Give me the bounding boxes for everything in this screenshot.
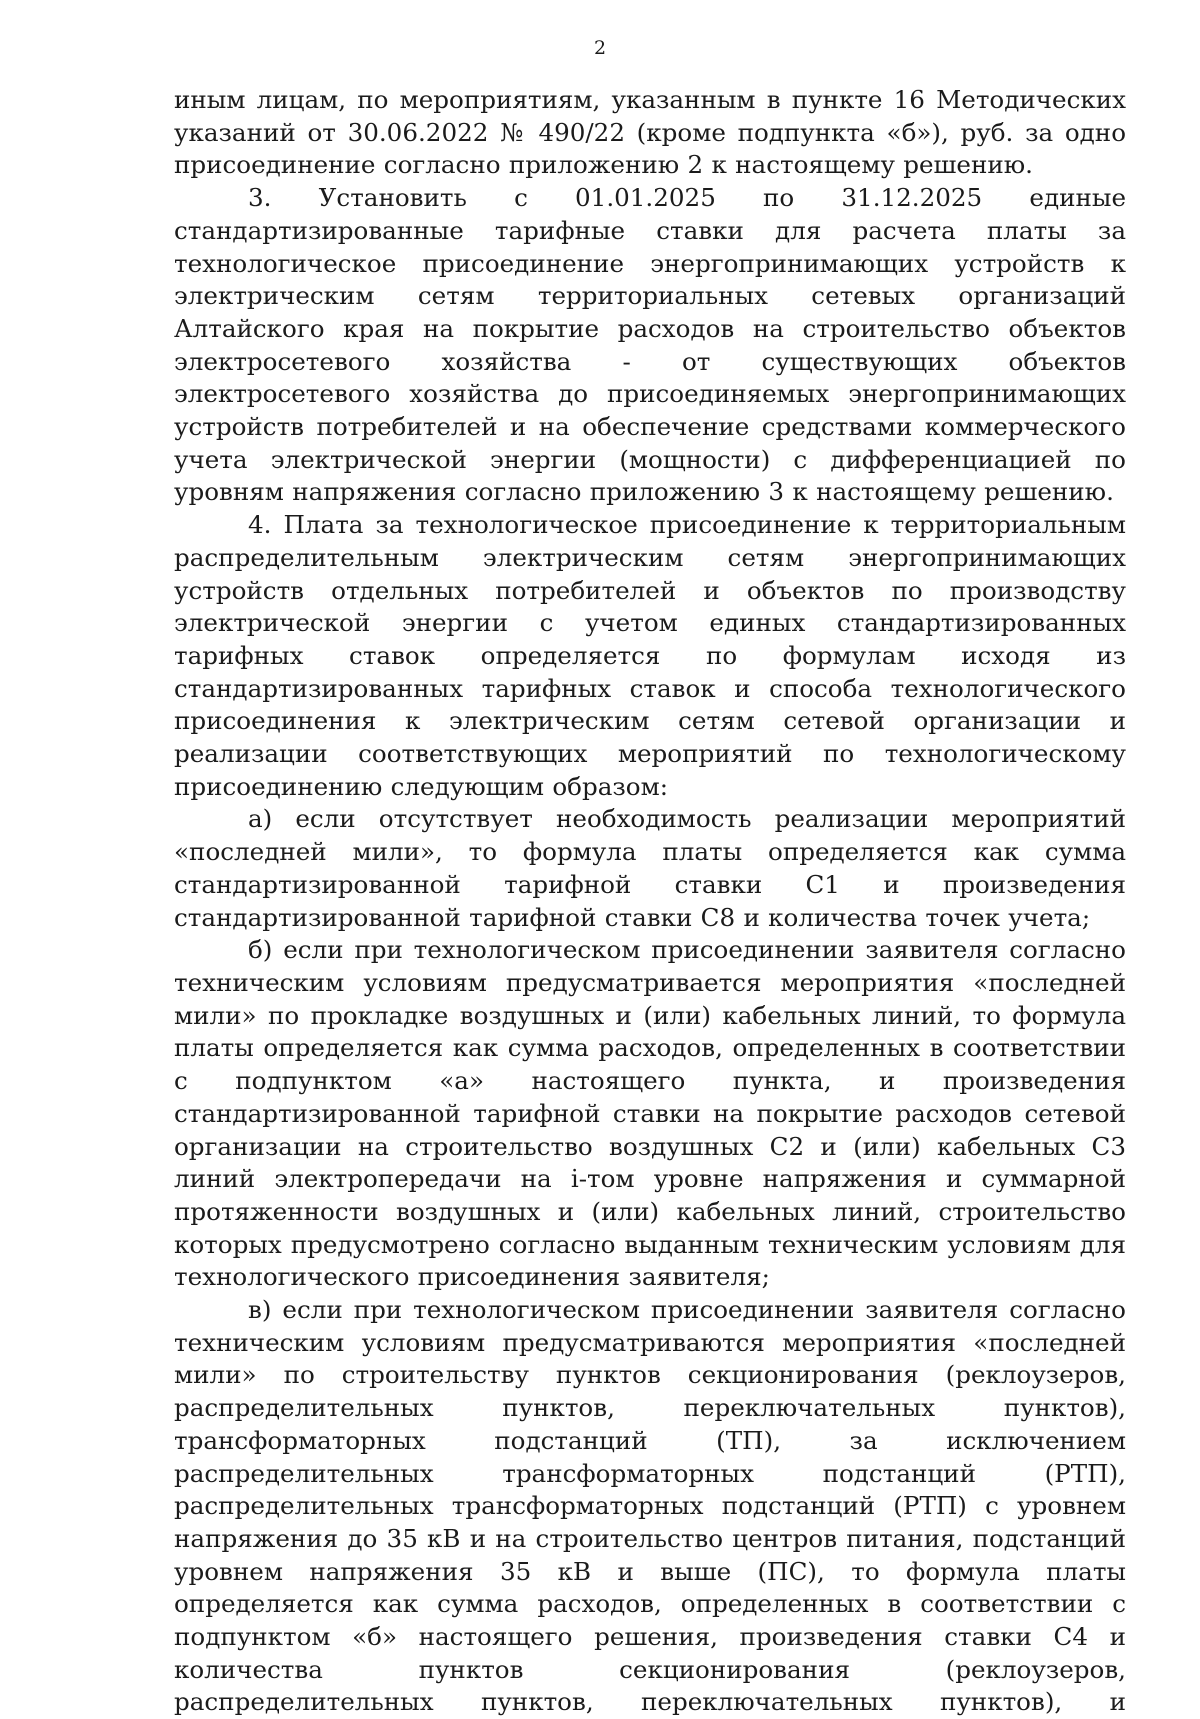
paragraph-continuation: иным лицам, по мероприятиям, указанным в пункте 16 Методических указаний от 30.06.2022 № 490/22 (кроме подпункта «б»), руб. за одно присоединение согласно приложению 2 к настоящему решению. (174, 85, 1126, 180)
paragraph-subitem-b: б) если при технологическом присоединении заявителя согласно техническим условиям предусматривается мероприятия «последней мили» по прокладке воздушных и (или) кабельных линий, то формула платы определяется как сумма расходов, определенных в соответствии с подпунктом «а» настоящего пункта, и произведения стандартизированной тарифной ставки на покрытие расходов сетевой организации на строительство воздушных С2 и (или) кабельных С3 линий электропередачи на i-том уровне напряжения и суммарной протяженности воздушных и (или) кабельных линий, строительство которых предусмотрено согласно выданным техническим условиям для технологического присоединения заявителя; (174, 935, 1126, 1292)
paragraph-item-3: 3. Установить с 01.01.2025 по 31.12.2025 единые стандартизированные тарифные ставки для расчета платы за технологическое присоединение энергопринимающих устройств к электрическим сетям территориальных сетевых организаций Алтайского края на покрытие расходов на строительство объектов электросетевого хозяйства - от существующих объектов электросетевого хозяйства до присоединяемых энергопринимающих устройств потребителей и на обеспечение средствами коммерческого учета электрической энергии (мощности) с дифференциацией по уровням напряжения согласно приложению 3 к настоящему решению. (174, 183, 1126, 507)
page-number: 2 (593, 37, 607, 59)
paragraph-subitem-v: в) если при технологическом присоединении заявителя согласно техническим условиям предусматриваются мероприятия «последней мили» по строительству пунктов секционирования (реклоузеров, распределительных пунктов, переключательных пунктов), трансформаторных подстанций (ТП), за исключением распределительных трансформаторных подстанций (РТП), распределительных трансформаторных подстанций (РТП) с уровнем напряжения до 35 кВ и на строительство центров питания, подстанций уровнем напряжения 35 кВ и выше (ПС), то формула платы определяется как сумма расходов, определенных в соответствии с подпунктом «б» настоящего решения, произведения ставки С4 и количества пунктов секционирования (реклоузеров, распределительных пунктов, переключательных пунктов), и (174, 1295, 1126, 1717)
paragraph-subitem-a: а) если отсутствует необходимость реализации мероприятий «последней мили», то формула платы определяется как сумма стандартизированной тарифной ставки С1 и произведения стандартизированной тарифной ставки С8 и количества точек учета; (174, 804, 1126, 932)
document-body (174, 84, 1126, 1719)
paragraph-item-4: 4. Плата за технологическое присоединение к территориальным распределительным электрическим сетям энергопринимающих устройств отдельных потребителей и объектов по производству электрической энергии с учетом единых стандартизированных тарифных ставок определяется по формулам исходя из стандартизированных тарифных ставок и способа технологического присоединения к электрическим сетям сетевой организации и реализации соответствующих мероприятий по технологическому присоединению следующим образом: (174, 510, 1126, 801)
